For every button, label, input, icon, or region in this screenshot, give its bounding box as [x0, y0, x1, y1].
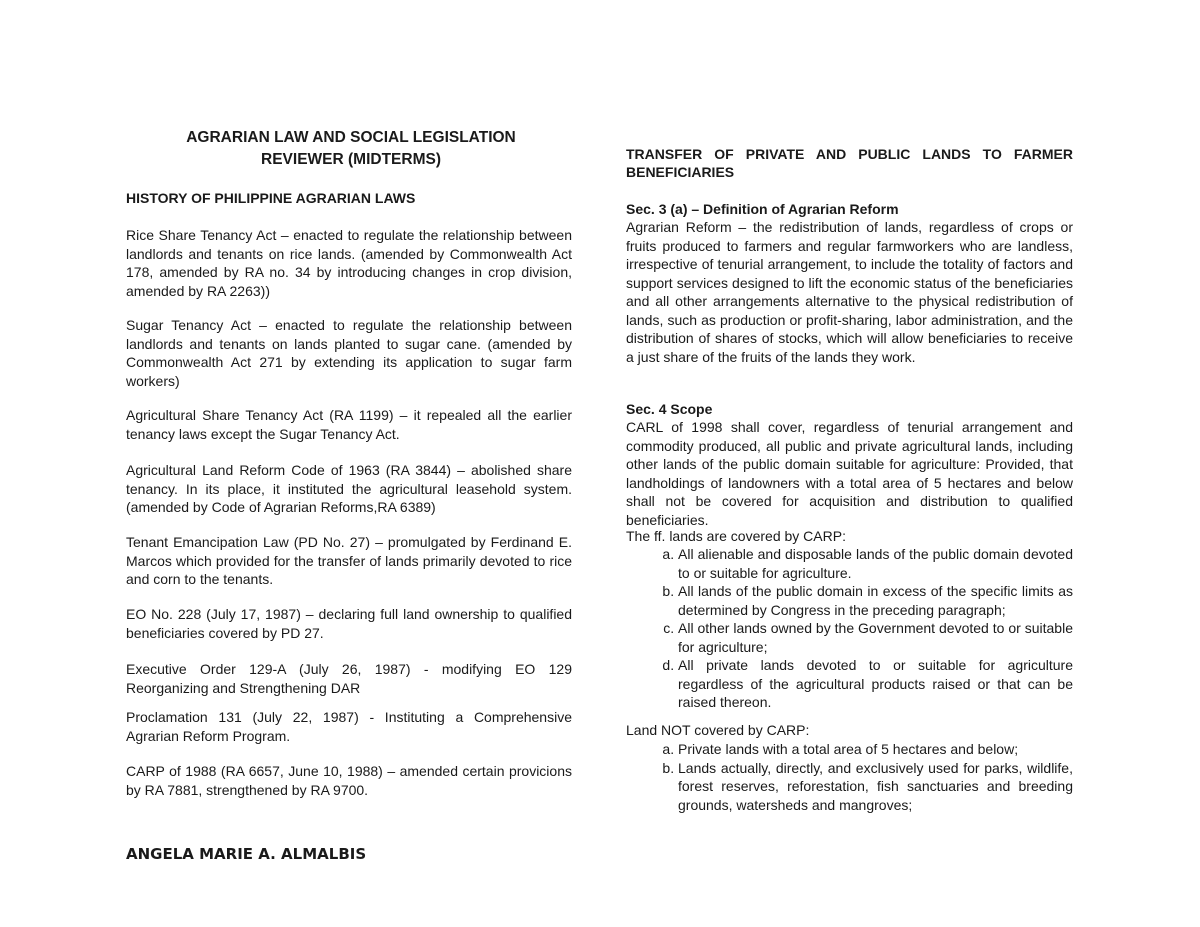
transfer-heading: TRANSFER OF PRIVATE AND PUBLIC LANDS TO FARMER BENEFICIARIES: [626, 146, 1073, 180]
covered-intro: The ff. lands are covered by CARP:: [626, 528, 846, 544]
title-line-1: AGRARIAN LAW AND SOCIAL LEGISLATION: [186, 129, 516, 146]
sec3-heading: Sec. 3 (a) – Definition of Agrarian Reform: [626, 201, 899, 217]
sec3-definition: Agrarian Reform – the redistribution of lands, regardless of crops or fruits produced to farmers and regular farmworkers who are landless, irrespective of tenurial arrangement, to include the totality of factors and support services designed to lift the economic status of the beneficiaries and all other arrangements alternative to the physical redistribution of lands, such as production or profit-sharing, labor administration, and the distribution of shares of stocks, which will allow beneficiaries to receive a just share of the fruits of the lands they work.: [626, 219, 1073, 365]
sec4-scope: CARL of 1998 shall cover, regardless of tenurial arrangement and commodity produced, all public and private agricultural lands, including other lands of the public domain suitable for agriculture: Provided, that landholdings of landowners with a total area of 5 hectares and below shall not be covered for acquisition and distribution to qualified beneficiaries.: [626, 419, 1073, 528]
entry-eo-129a: Executive Order 129-A (July 26, 1987) - modifying EO 129 Reorganizing and Strengthening DAR: [126, 661, 572, 696]
list-item: a. All alienable and disposable lands of the public domain devoted to or suitable for agriculture.: [678, 545, 1073, 582]
author-name: ANGELA MARIE A. ALMALBIS: [126, 845, 367, 863]
entry-share-tenancy: Agricultural Share Tenancy Act (RA 1199) – it repealed all the earlier tenancy laws except the Sugar Tenancy Act.: [126, 407, 572, 442]
list-item: c. All other lands owned by the Government devoted to or suitable for agriculture;: [678, 619, 1073, 656]
list-item: a. Private lands with a total area of 5 hectares and below;: [678, 740, 1073, 759]
entry-sugar-tenancy: Sugar Tenancy Act – enacted to regulate the relationship between landlords and tenants on lands planted to sugar cane. (amended by Commonwealth Act 271 by extending its application to sugar farm workers): [126, 317, 572, 389]
not-covered-list: [626, 740, 1073, 814]
document-title: [126, 127, 576, 171]
sec4-heading: Sec. 4 Scope: [626, 401, 713, 417]
entry-tenant-emancipation: Tenant Emancipation Law (PD No. 27) – promulgated by Ferdinand E. Marcos which provided for the transfer of lands primarily devoted to rice and corn to the tenants.: [126, 534, 572, 587]
not-covered-intro: Land NOT covered by CARP:: [626, 722, 810, 738]
entry-land-reform-code: Agricultural Land Reform Code of 1963 (RA 3844) – abolished share tenancy. In its place, it instituted the agricultural leasehold system. (amended by Code of Agrarian Reforms,RA 6389): [126, 462, 572, 515]
list-item: d. All private lands devoted to or suitable for agriculture regardless of the agricultural products raised or that can be raised thereon.: [678, 656, 1073, 712]
entry-eo-228: EO No. 228 (July 17, 1987) – declaring full land ownership to qualified beneficiaries covered by PD 27.: [126, 606, 572, 641]
title-line-2: REVIEWER (MIDTERMS): [261, 151, 441, 168]
list-item: b. Lands actually, directly, and exclusively used for parks, wildlife, forest reserves, reforestation, fish sanctuaries and breeding grounds, watersheds and mangroves;: [678, 759, 1073, 815]
entry-proclamation-131: Proclamation 131 (July 22, 1987) - Instituting a Comprehensive Agrarian Reform Program.: [126, 709, 572, 744]
history-heading: HISTORY OF PHILIPPINE AGRARIAN LAWS: [126, 190, 416, 206]
covered-list: [626, 545, 1073, 712]
list-item: b. All lands of the public domain in excess of the specific limits as determined by Congress in the preceding paragraph;: [678, 582, 1073, 619]
entry-carp-1988: CARP of 1988 (RA 6657, June 10, 1988) – amended certain provicions by RA 7881, strengthened by RA 9700.: [126, 763, 572, 798]
entry-rice-share: Rice Share Tenancy Act – enacted to regulate the relationship between landlords and tenants on rice lands. (amended by Commonwealth Act 178, amended by RA no. 34 by introducing changes in crop division, amended by RA 2263)): [126, 227, 572, 299]
